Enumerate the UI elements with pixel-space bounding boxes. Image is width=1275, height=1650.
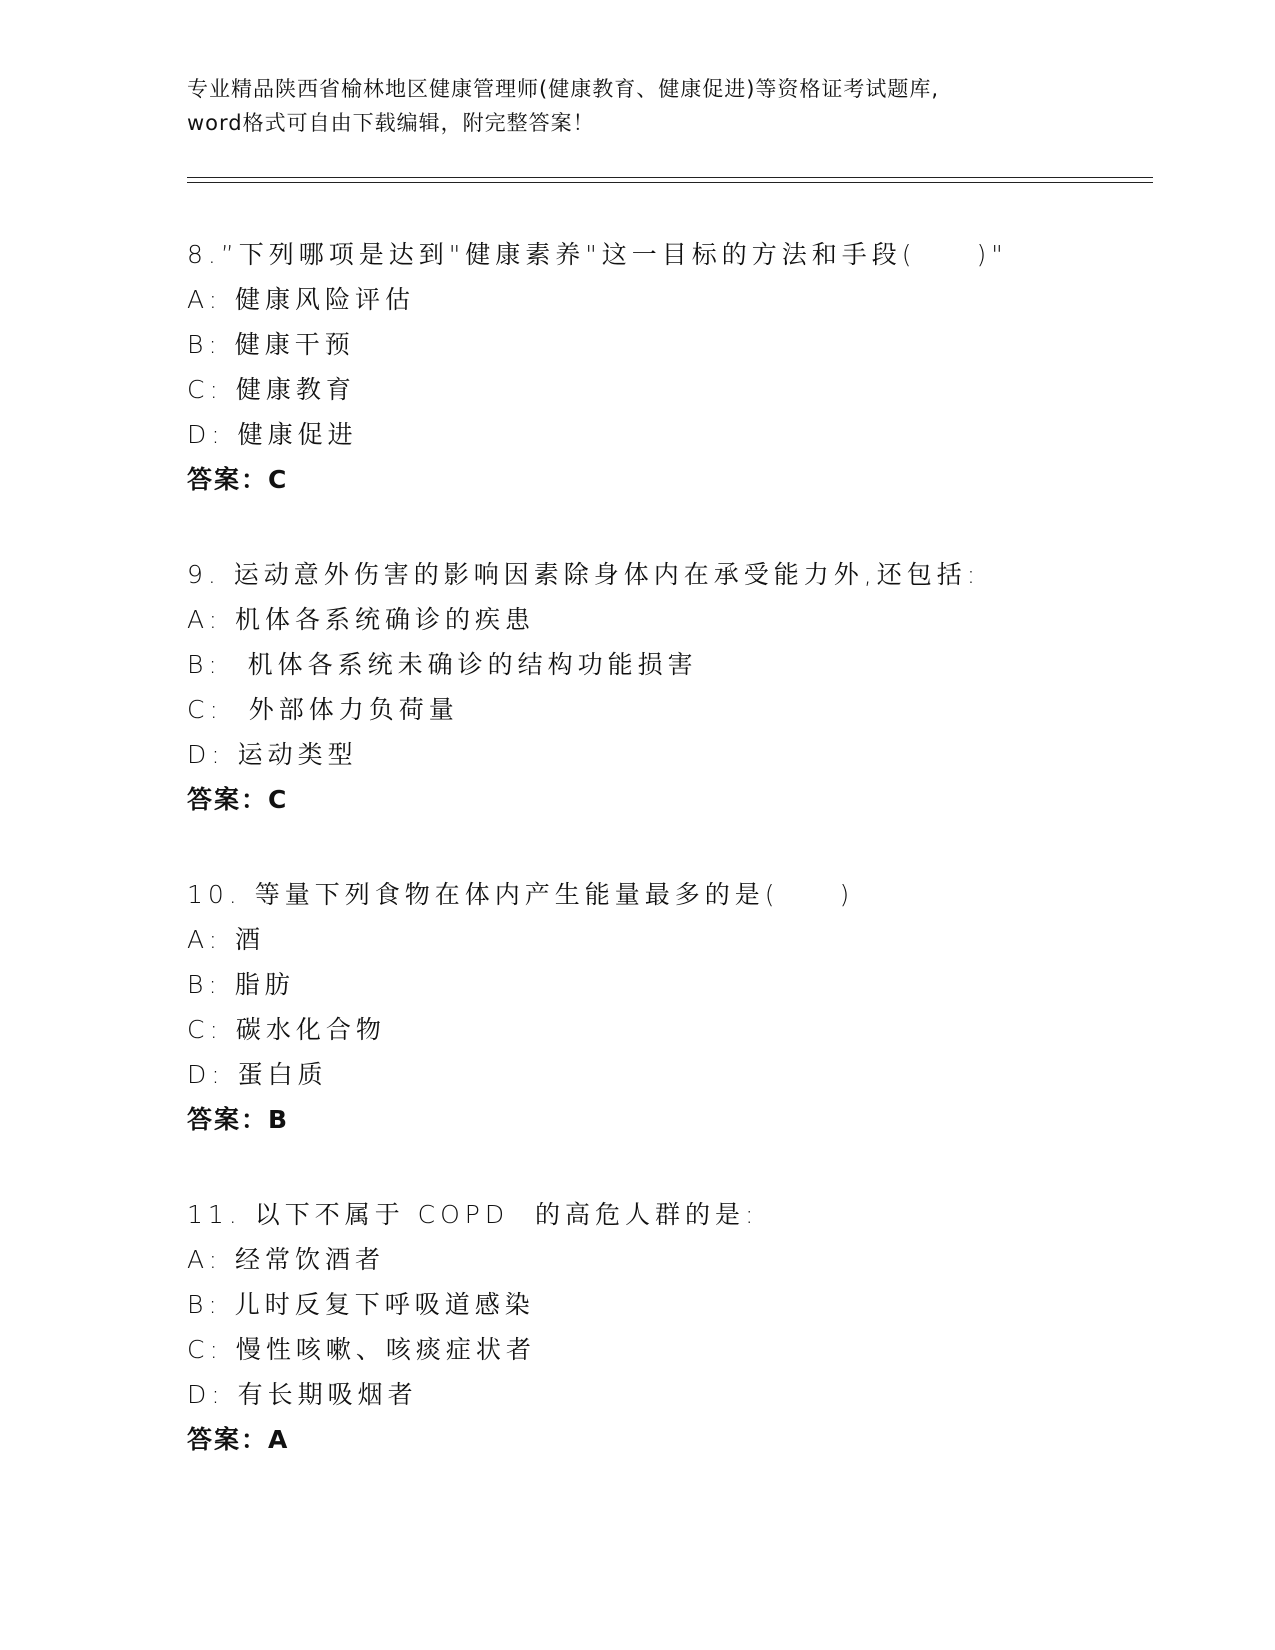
answer-line: 答案：C [187,465,289,494]
option-c: C: 碳水化合物 [187,1015,386,1044]
question-stem: 8.”下列哪项是达到"健康素养"这一目标的方法和手段( )" [187,240,1008,269]
question-stem: 10. 等量下列食物在体内产生能量最多的是( ) [187,880,855,909]
question-item [187,232,1147,552]
option-b: B: 机体各系统未确诊的结构功能损害 [187,650,698,679]
answer-line: 答案：B [187,1105,290,1134]
option-a: A: 经常饮酒者 [187,1245,386,1274]
answer-line: 答案：A [187,1425,290,1454]
question-item [187,872,1147,1192]
header-divider-top [187,177,1153,178]
option-a: A: 健康风险评估 [187,285,416,314]
document-header [187,72,1087,140]
option-c: C: 慢性咳嗽、咳痰症状者 [187,1335,536,1364]
option-a: A: 机体各系统确诊的疾患 [187,605,536,634]
question-stem: 9. 运动意外伤害的影响因素除身体内在承受能力外,还包括: [187,560,981,589]
question-list [187,232,1147,1512]
option-b: B: 儿时反复下呼吸道感染 [187,1290,535,1319]
question-item [187,1192,1147,1512]
option-d: D: 健康促进 [187,420,358,449]
option-b: B: 健康干预 [187,330,355,359]
option-d: D: 运动类型 [187,740,358,769]
option-d: D: 有长期吸烟者 [187,1380,418,1409]
answer-line: 答案：C [187,785,289,814]
option-b: B: 脂肪 [187,970,295,999]
option-c: C: 外部体力负荷量 [187,695,459,724]
question-item [187,552,1147,872]
question-stem: 11. 以下不属于 COPD 的高危人群的是: [187,1200,759,1229]
option-d: D: 蛋白质 [187,1060,328,1089]
header-line-2: word格式可自由下载编辑，附完整答案！ [187,111,595,135]
option-c: C: 健康教育 [187,375,356,404]
header-line-1: 专业精品陕西省榆林地区健康管理师(健康教育、健康促进)等资格证考试题库, [187,77,940,101]
option-a: A: 酒 [187,925,266,954]
header-divider-bottom [187,182,1153,183]
